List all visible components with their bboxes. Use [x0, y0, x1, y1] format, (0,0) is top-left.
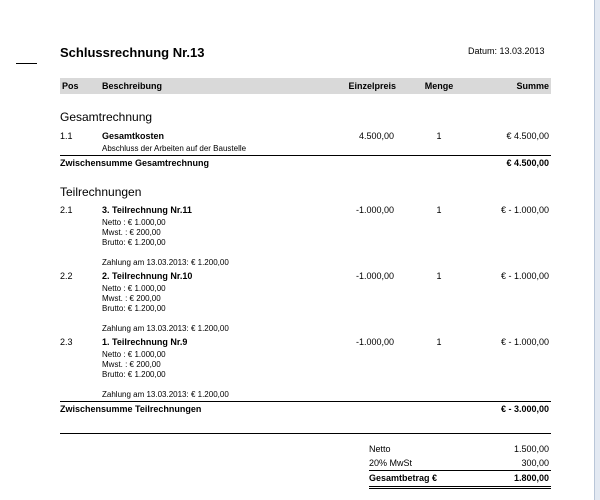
- teil-item-sum: € - 1.000,00: [500, 205, 549, 215]
- teil-item-brutto: Brutto: € 1.200,00: [102, 238, 166, 247]
- gesamt-subtotal-rule: [60, 155, 551, 156]
- totals-mwst-value: 300,00: [521, 458, 549, 468]
- col-header-beschreibung: Beschreibung: [102, 81, 163, 91]
- section-heading-teilrechnungen: Teilrechnungen: [60, 185, 142, 199]
- gesamt-item-price: 4.500,00: [358, 131, 394, 141]
- window-right-edge: [594, 0, 600, 500]
- totals-separator-rule: [60, 433, 551, 434]
- teil-item-netto: Netto : € 1.000,00: [102, 284, 166, 293]
- col-header-menge: Menge: [424, 81, 454, 91]
- col-header-summe: Summe: [516, 81, 549, 91]
- gesamt-subtotal-value: € 4.500,00: [506, 158, 549, 168]
- teil-item-mwst: Mwst. : € 200,00: [102, 228, 161, 237]
- teil-item-price: -1.000,00: [355, 271, 394, 281]
- teil-item-sum: € - 1.000,00: [500, 337, 549, 347]
- gesamt-item-title: Gesamtkosten: [102, 131, 165, 141]
- teil-subtotal-value: € - 3.000,00: [500, 404, 549, 414]
- teil-item-sum: € - 1.000,00: [500, 271, 549, 281]
- teil-item-qty: 1: [436, 271, 442, 281]
- teil-item-title: 1. Teilrechnung Nr.9: [102, 337, 188, 347]
- teil-item-pos: 2.1: [60, 205, 73, 215]
- totals-netto-value: 1.500,00: [513, 444, 549, 454]
- col-header-einzelpreis: Einzelpreis: [348, 81, 396, 91]
- teil-subtotal-rule: [60, 401, 551, 402]
- teil-item-netto: Netto : € 1.000,00: [102, 350, 166, 359]
- gesamt-item-pos: 1.1: [60, 131, 73, 141]
- gesamt-item-qty: 1: [436, 131, 442, 141]
- page-margin-marker: [16, 63, 37, 64]
- teil-item-qty: 1: [436, 205, 442, 215]
- teil-subtotal-label: Zwischensumme Teilrechnungen: [60, 404, 202, 414]
- invoice-title: Schlussrechnung Nr.13: [60, 45, 205, 60]
- teil-item-netto: Netto : € 1.000,00: [102, 218, 166, 227]
- teil-item-title: 2. Teilrechnung Nr.10: [102, 271, 193, 281]
- teil-item-brutto: Brutto: € 1.200,00: [102, 370, 166, 379]
- totals-netto-label: Netto: [369, 444, 391, 454]
- teil-item-zahlung: Zahlung am 13.03.2013: € 1.200,00: [102, 324, 229, 333]
- totals-gesamt-rule-double: [369, 488, 551, 489]
- section-heading-gesamtrechnung: Gesamtrechnung: [60, 110, 153, 124]
- teil-item-price: -1.000,00: [355, 205, 394, 215]
- teil-item-pos: 2.3: [60, 337, 73, 347]
- teil-item-qty: 1: [436, 337, 442, 347]
- gesamt-subtotal-label: Zwischensumme Gesamtrechnung: [60, 158, 210, 168]
- totals-gesamt-rule-top: [369, 470, 551, 471]
- teil-item-title: 3. Teilrechnung Nr.11: [102, 205, 192, 215]
- totals-gesamt-rule-bottom: [369, 486, 551, 487]
- teil-item-zahlung: Zahlung am 13.03.2013: € 1.200,00: [102, 258, 229, 267]
- totals-gesamt-label: Gesamtbetrag €: [369, 473, 438, 483]
- teil-item-brutto: Brutto: € 1.200,00: [102, 304, 166, 313]
- teil-item-pos: 2.2: [60, 271, 73, 281]
- gesamt-item-sum: € 4.500,00: [506, 131, 549, 141]
- teil-item-zahlung: Zahlung am 13.03.2013: € 1.200,00: [102, 390, 229, 399]
- invoice-date: Datum: 13.03.2013: [468, 46, 545, 56]
- teil-item-price: -1.000,00: [355, 337, 394, 347]
- totals-gesamt-value: 1.800,00: [513, 473, 549, 483]
- col-header-pos: Pos: [62, 81, 79, 91]
- totals-mwst-label: 20% MwSt: [369, 458, 413, 468]
- teil-item-mwst: Mwst. : € 200,00: [102, 360, 161, 369]
- teil-item-mwst: Mwst. : € 200,00: [102, 294, 161, 303]
- gesamt-item-description: Abschluss der Arbeiten auf der Baustelle: [102, 144, 247, 153]
